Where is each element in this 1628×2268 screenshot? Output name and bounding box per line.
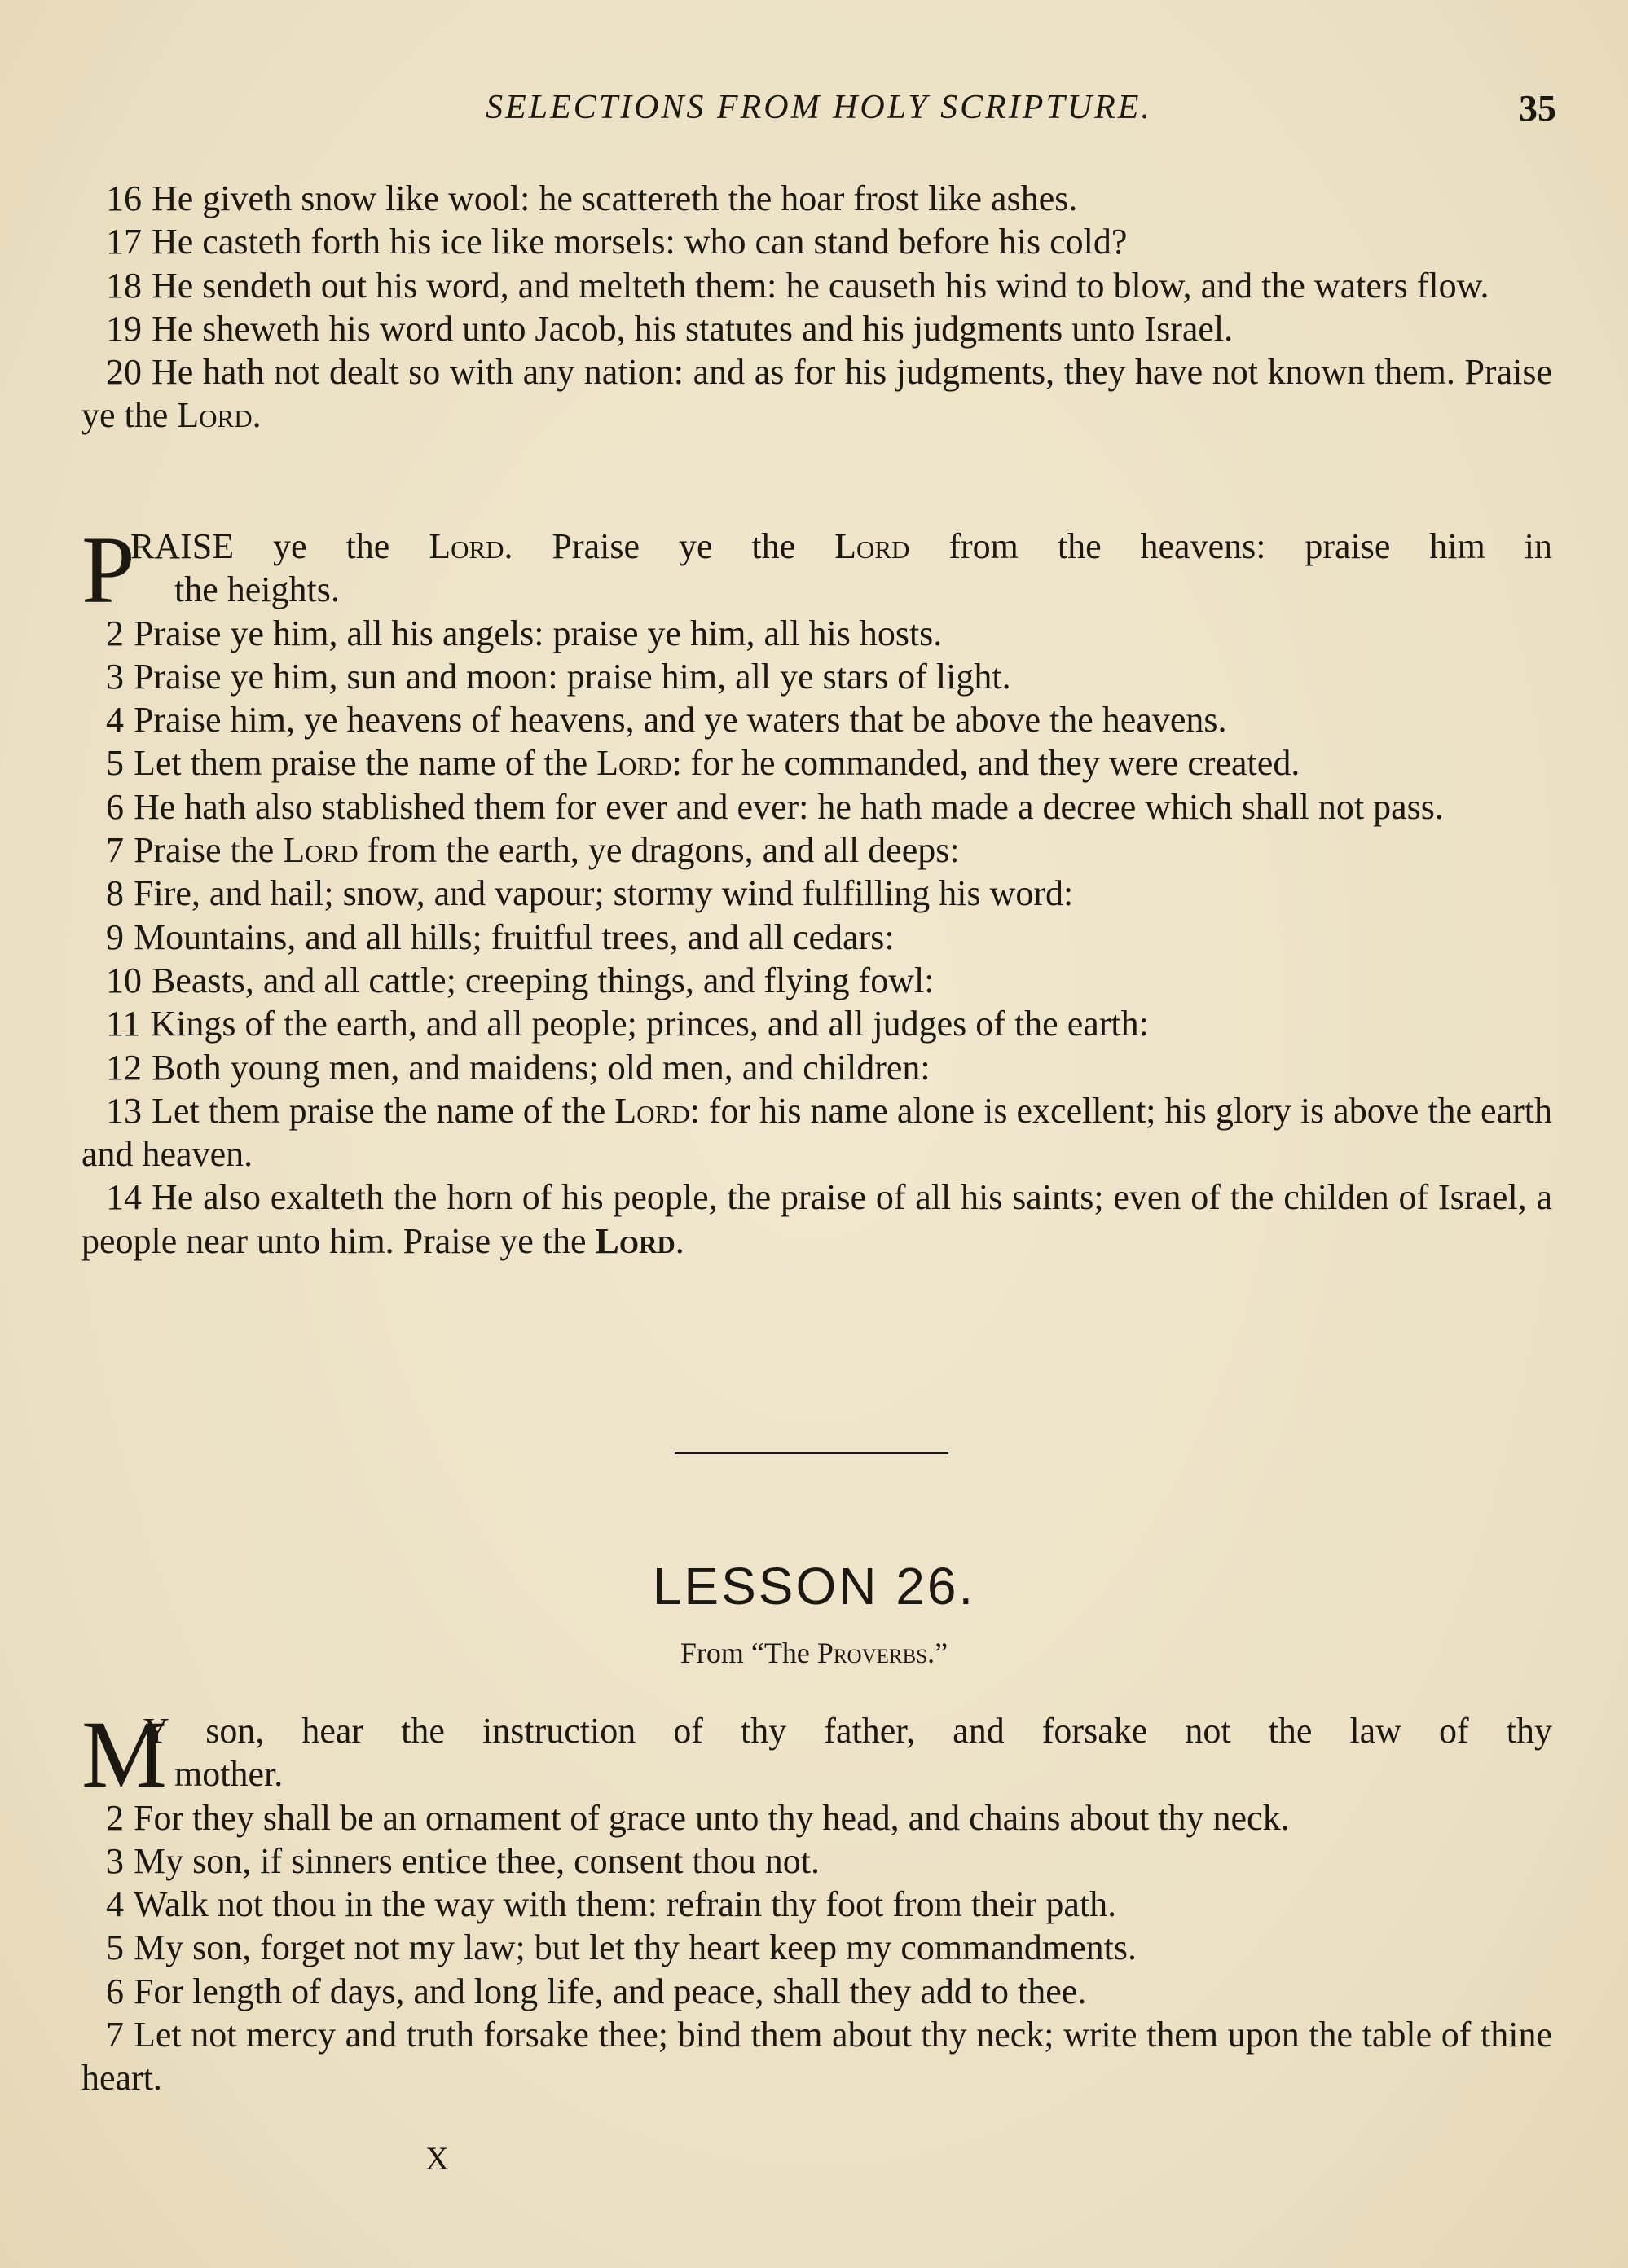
verse-6: 6 For length of days, and long life, and peace, shall they add to thee. [106,1971,1087,2011]
verse-16: 16 He giveth snow like wool: he scattereth the hoar frost like ashes. [106,178,1078,218]
verse-7: 7 Praise the Lord from the earth, ye dragons, and all deeps: [106,830,960,871]
verse-13: 13 Let them praise the name of the Lord: for his name alone is excellent; his glory is above the earth and heaven. [81,1090,1552,1175]
verse-2: 2 For they shall be an ornament of grace unto thy head, and chains about thy neck. [106,1797,1290,1838]
signature-mark: X [425,2140,449,2177]
verse-17: 17 He casteth forth his ice like morsels: who can stand before his cold? [106,222,1128,262]
verse-4: 4 Walk not thou in the way with them: refrain thy foot from their path. [106,1884,1117,1925]
verse-1: P RAISE ye the Lord. Praise ye the Lord from the heavens: praise him in the heights. [81,516,1553,623]
verse-4: 4 Praise him, ye heavens of heavens, and ye waters that be above the heavens. [106,700,1227,741]
lesson-title: LESSON 26. [652,1557,976,1615]
lesson-source: From “The Proverbs.” [680,1637,948,1669]
verse-10: 10 Beasts, and all cattle; creeping things, and flying fowl: [106,960,935,1000]
verse-5: 5 My son, forget not my law; but let thy heart keep my commandments. [106,1927,1137,1968]
verse-8: 8 Fire, and hail; snow, and vapour; stormy wind fulfilling his word: [106,873,1074,914]
proverbs-passage [81,1701,1552,2100]
verse-6: 6 He hath also stablished them for ever and ever: he hath made a decree which shall not pass. [106,786,1444,827]
verse-3: 3 My son, if sinners entice thee, consent thou not. [106,1840,820,1881]
verse-5: 5 Let them praise the name of the Lord: for he commanded, and they were created. [106,743,1300,784]
verse-12: 12 Both young men, and maidens; old men, and children: [106,1047,931,1088]
verse-14: 14 He also exalteth the horn of his people, the praise of all his saints; even of the childen of Israel, a people near unto him. Praise ye the Lord. [81,1177,1552,1261]
drop-cap: P [81,516,135,623]
running-head [81,88,1556,137]
psalm-148 [81,516,1553,1263]
psalm-147-continuation [81,177,1552,437]
verse-7: 7 Let not mercy and truth forsake thee; bind them about thy neck; write them upon the table of thine heart. [81,2015,1552,2099]
verse-9: 9 Mountains, and all hills; fruitful trees, and all cedars: [106,916,895,957]
verse-3: 3 Praise ye him, sun and moon: praise him, all ye stars of light. [106,656,1011,697]
page-number: 35 [1519,87,1556,129]
verse-19: 19 He sheweth his word unto Jacob, his statutes and his judgments unto Israel. [106,308,1234,349]
running-title: SELECTIONS FROM HOLY SCRIPTURE. [486,89,1152,126]
verse-18: 18 He sendeth out his word, and melteth them: he causeth his wind to blow, and the waters flow. [106,265,1489,305]
verse-1: M Y son, hear the instruction of thy father, and forsake not the law of thy mother. [81,1701,1552,1808]
verse-20: 20 He hath not dealt so with any nation: and as for his judgments, they have not known them. Praise ye the Lord. [81,352,1552,436]
verse-11: 11 Kings of the earth, and all people; princes, and all judges of the earth: [106,1004,1149,1044]
verse-2: 2 Praise ye him, all his angels: praise ye him, all his hosts. [106,613,943,653]
section-divider [675,1452,948,1454]
drop-cap: M [81,1701,167,1808]
